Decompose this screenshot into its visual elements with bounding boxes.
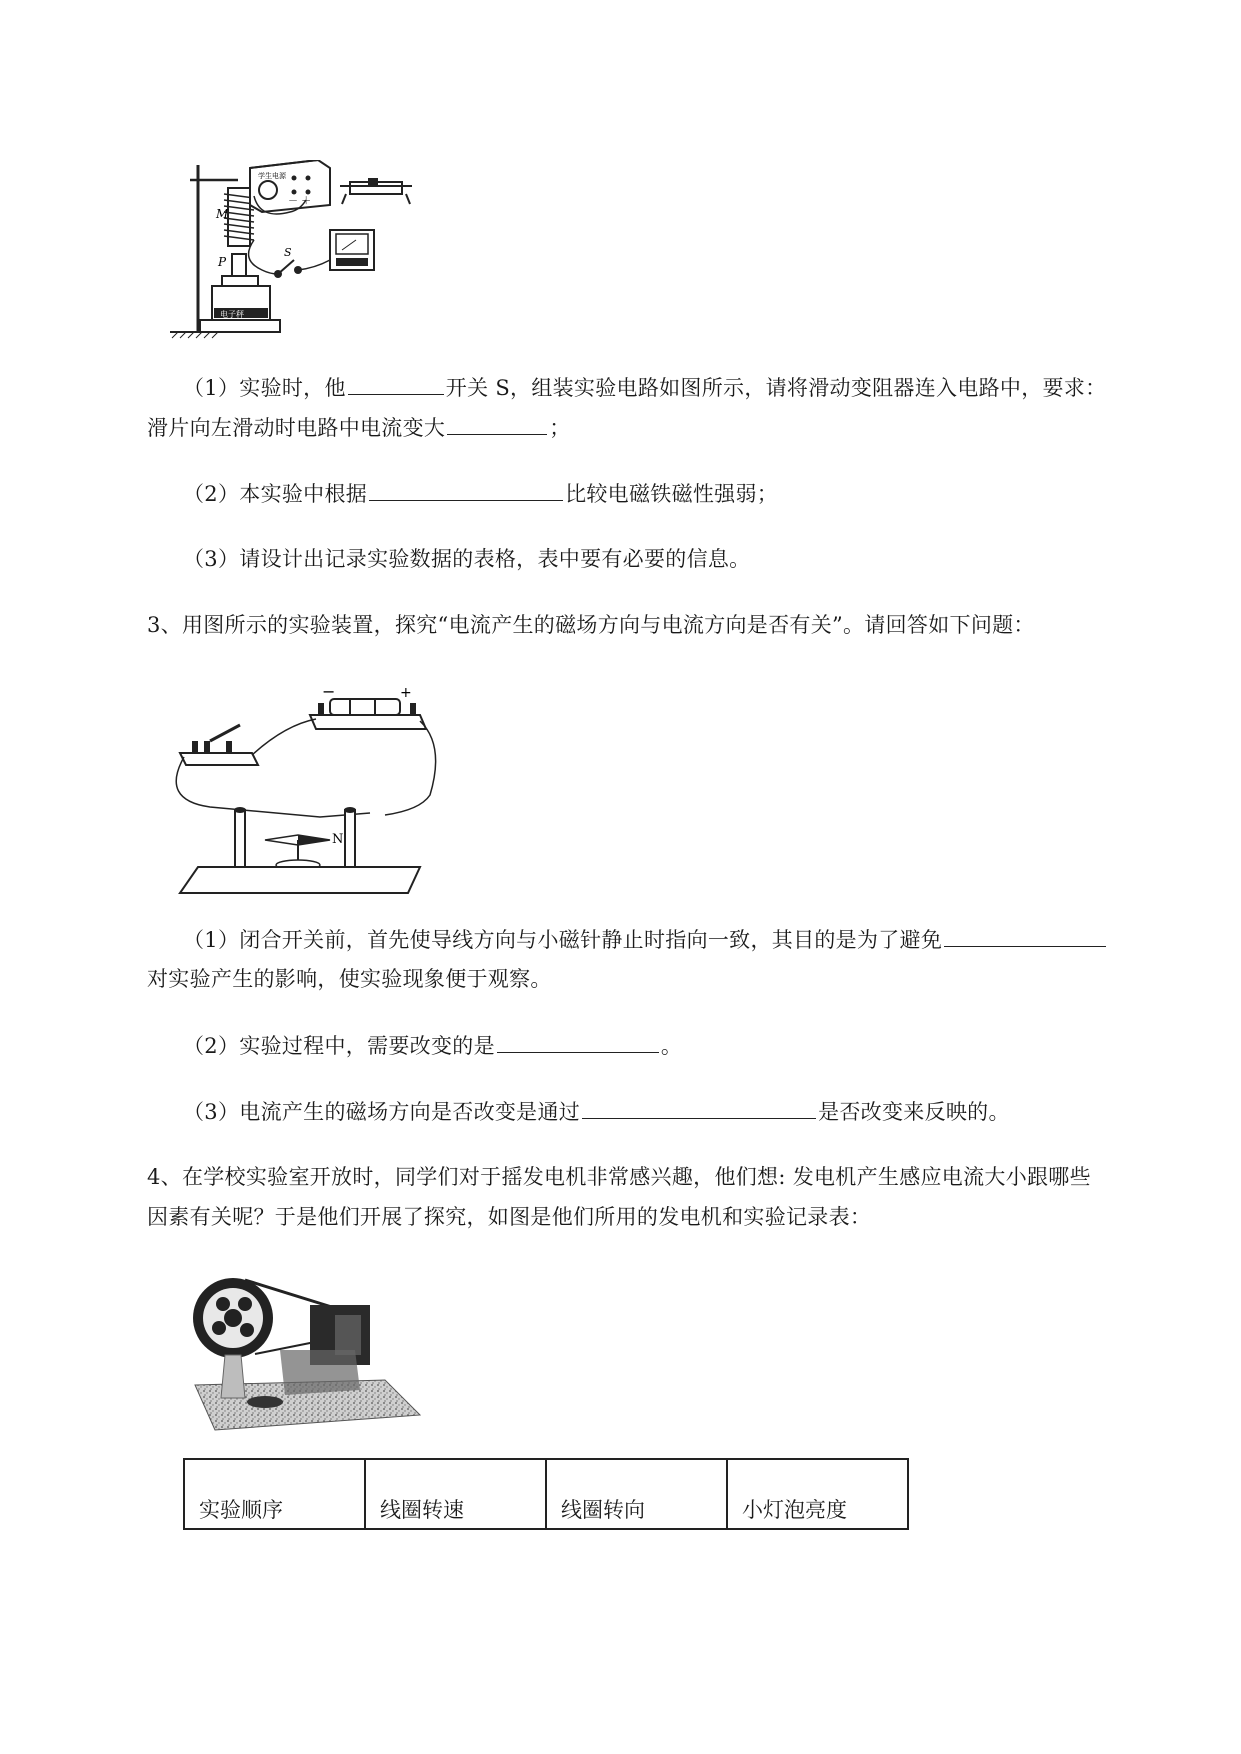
q3-part1-blank[interactable] <box>944 924 1106 947</box>
q3-part3-line <box>183 1096 1010 1127</box>
q2-part2-text-a: 本实验中根据 <box>239 482 368 506</box>
q3-part3-number: （3） <box>183 1100 240 1124</box>
q2-part2-text-b: 比较电磁铁磁性强弱； <box>565 482 779 506</box>
experiment-record-table <box>183 1458 909 1530</box>
label-s: S <box>284 246 292 259</box>
q3-stem: 3、用图所示的实验装置，探究“电流产生的磁场方向与电流方向是否有关”。请回答如下问题： <box>147 613 1035 637</box>
table-header-cell: 小灯泡亮度 <box>727 1459 908 1529</box>
q2-part1-blank2[interactable] <box>447 412 547 435</box>
q2-part1-line2 <box>147 412 571 443</box>
q3-part2-blank[interactable] <box>497 1030 659 1053</box>
power-signs: － ＋ <box>288 196 312 207</box>
table-header-cell: 实验顺序 <box>184 1459 365 1529</box>
table-header-cell: 线圈转速 <box>365 1459 546 1529</box>
q3-part2-number: （2） <box>183 1034 240 1058</box>
q2-part1-text-b: 开关 S，组装实验电路如图所示，请将滑动变阻器连入电路中，要求： <box>445 376 1107 400</box>
q2-part3-line <box>183 544 750 574</box>
q3-part3-text-a: 电流产生的磁场方向是否改变是通过 <box>239 1100 581 1124</box>
q3-part2-text-b: 。 <box>660 1034 683 1058</box>
minus-sign: − <box>322 685 336 701</box>
q2-part1-text-d: ； <box>549 416 571 440</box>
q2-part2-line <box>183 478 778 509</box>
compass-wire-figure <box>170 685 460 895</box>
power-label: 学生电源 <box>258 172 286 180</box>
q2-part3-number: （3） <box>183 547 240 571</box>
q2-part2-number: （2） <box>183 482 240 506</box>
q2-part1-text-c: 滑片向左滑动时电路中电流变大 <box>147 416 446 440</box>
q2-part1-number: （1） <box>183 376 240 400</box>
label-m: M <box>216 207 229 221</box>
q2-part3-text: 请设计出记录实验数据的表格，表中要有必要的信息。 <box>239 547 751 571</box>
q2-part2-blank[interactable] <box>369 478 563 501</box>
table-header-row <box>184 1459 908 1529</box>
q4-stem-line2: 因素有关呢？于是他们开展了探究，如图是他们所用的发电机和实验记录表： <box>147 1205 872 1229</box>
label-p: P <box>218 255 227 269</box>
q2-part1-line1 <box>183 372 1106 403</box>
q3-part1-number: （1） <box>183 928 240 952</box>
q3-part3-blank[interactable] <box>582 1096 816 1119</box>
q3-part2-line <box>183 1030 682 1061</box>
q3-part1-text-a: 闭合开关前，首先使导线方向与小磁针静止时指向一致，其目的是为了避免 <box>239 928 943 952</box>
north-label: N <box>332 832 344 847</box>
q4-stem-line1: 4、在学校实验室开放时，同学们对于摇发电机非常感兴趣，他们想: 发电机产生感应电流大小跟哪些 <box>147 1165 1091 1189</box>
plus-sign: + <box>400 685 412 701</box>
q2-part1-text-a: 实验时，他 <box>239 376 346 400</box>
electromagnet-experiment-figure <box>170 160 460 340</box>
scale-label: 电子秤 <box>220 310 244 319</box>
q3-part2-text-a: 实验过程中，需要改变的是 <box>239 1034 495 1058</box>
q3-part1-line2: 对实验产生的影响，使实验现象便于观察。 <box>147 967 552 991</box>
q2-part1-blank1[interactable] <box>348 372 444 395</box>
q3-part1-line1 <box>183 924 1108 955</box>
generator-photo <box>185 1270 425 1440</box>
q3-part3-text-b: 是否改变来反映的。 <box>818 1100 1010 1124</box>
table-header-cell: 线圈转向 <box>546 1459 727 1529</box>
